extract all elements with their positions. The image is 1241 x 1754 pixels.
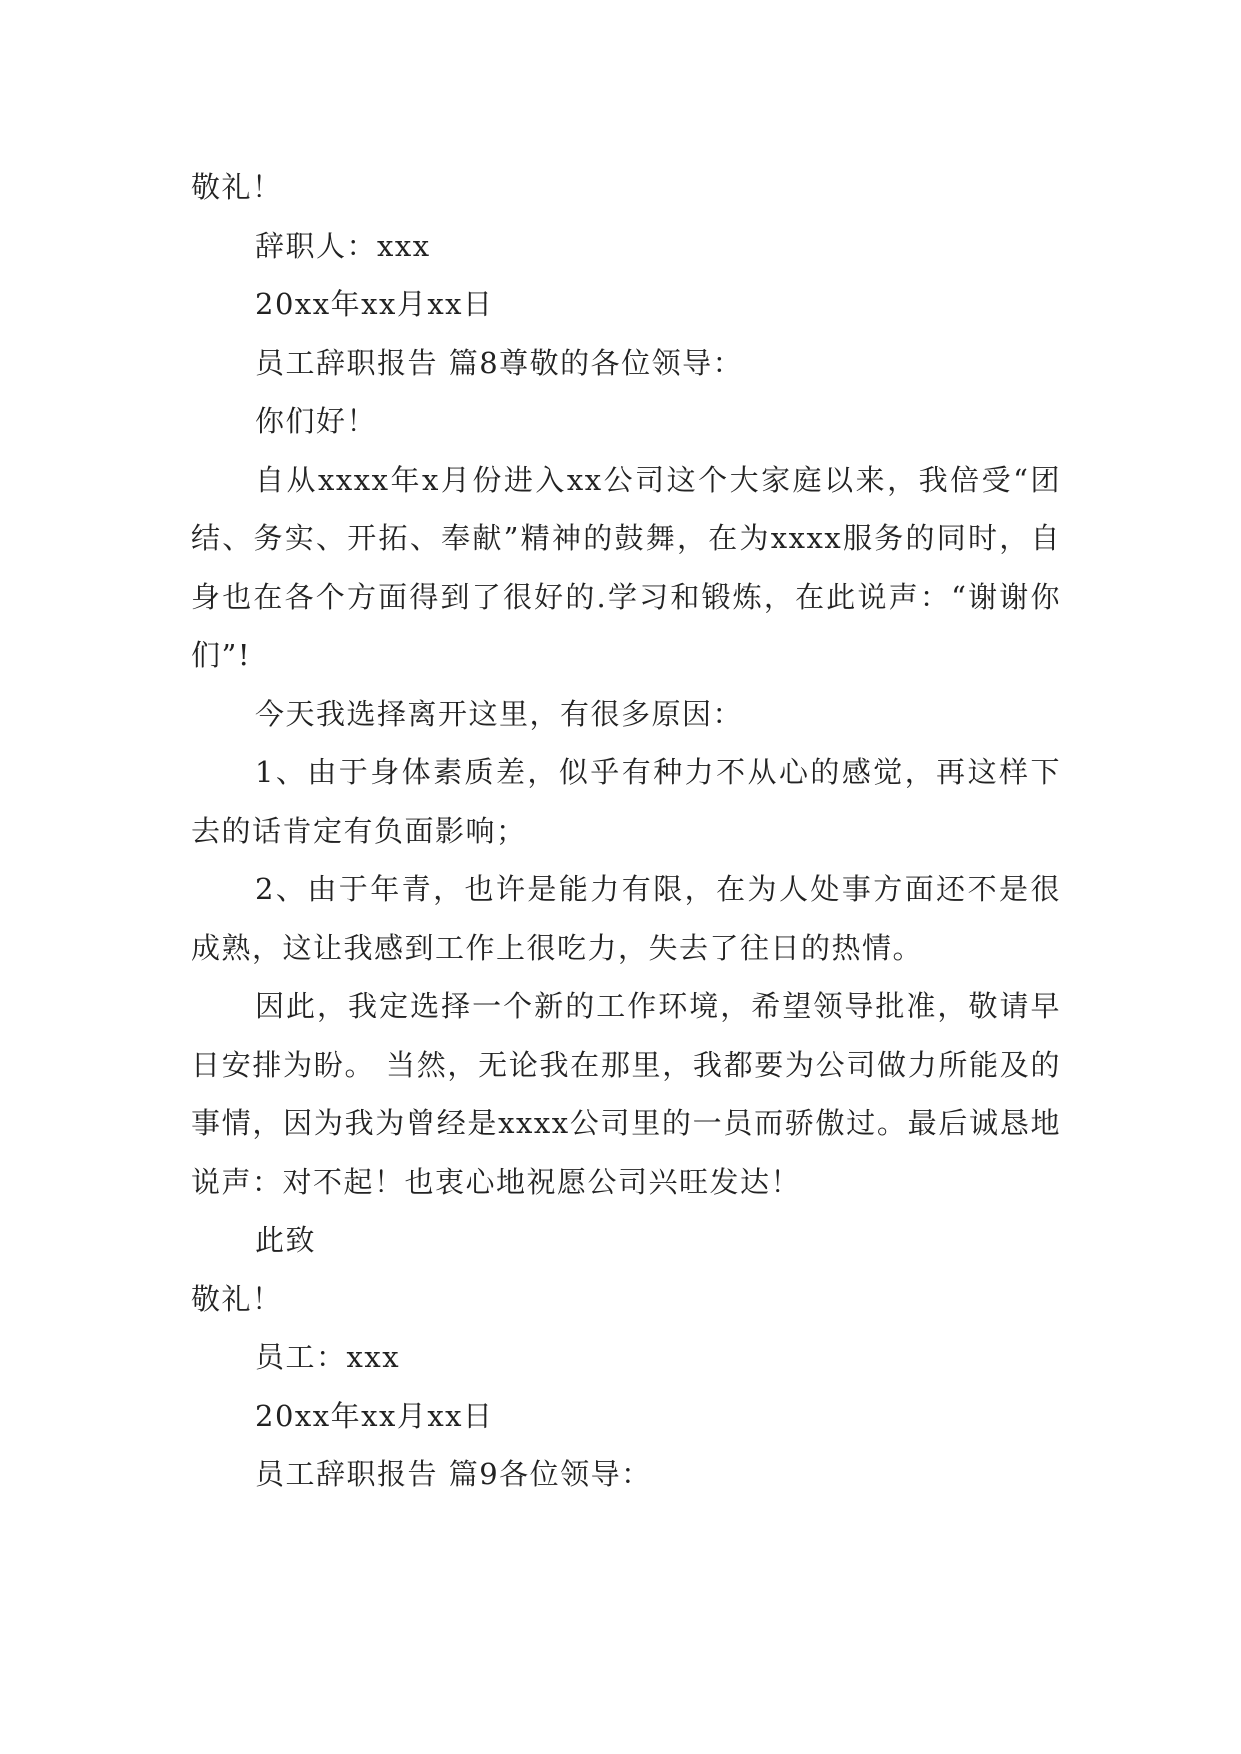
closing-phrase: 此致	[255, 1223, 317, 1257]
employee-signature: 员工：xxx	[255, 1340, 401, 1374]
reason-item-2: 2、由于年青，也许是能力有限，在为人处事方面还不是很成熟，这让我感到工作上很吃力，失去了往日的热情。	[191, 872, 1061, 965]
body-paragraph: 自从xxxx年x月份进入xx公司这个大家庭以来，我倍受“团结、务实、开拓、奉献”精神的鼓舞，在为xxxx服务的同时，自身也在各个方面得到了很好的.学习和锻炼，在此说声：“谢谢你们”!	[191, 462, 1061, 672]
closing-salute: 敬礼！	[191, 1281, 283, 1316]
closing-salute: 敬礼！	[191, 170, 283, 204]
section-heading-9: 员工辞职报告 篇9各位领导：	[255, 1457, 652, 1491]
resigner-signature: 辞职人：xxx	[255, 228, 431, 263]
date-line: 20xx年xx月xx日	[255, 287, 494, 321]
date-line: 20xx年xx月xx日	[255, 1398, 494, 1433]
body-paragraph: 因此，我定选择一个新的工作环境，希望领导批准，敬请早日安排为盼。 当然，无论我在那里，我都要为公司做力所能及的事情，因为我为曾经是xxxx公司里的一员而骄傲过。最后诚恳地说声：对不起！也衷心地祝愿公司兴旺发达！	[191, 989, 1061, 1199]
reason-item-1: 1、由于身体素质差，似乎有种力不从心的感觉，再这样下去的话肯定有负面影响；	[191, 755, 1061, 848]
body-paragraph: 今天我选择离开这里，有很多原因：	[255, 696, 744, 731]
document-body	[191, 158, 1061, 1504]
greeting: 你们好！	[255, 404, 378, 438]
section-heading-8: 员工辞职报告 篇8尊敬的各位领导：	[255, 345, 744, 380]
